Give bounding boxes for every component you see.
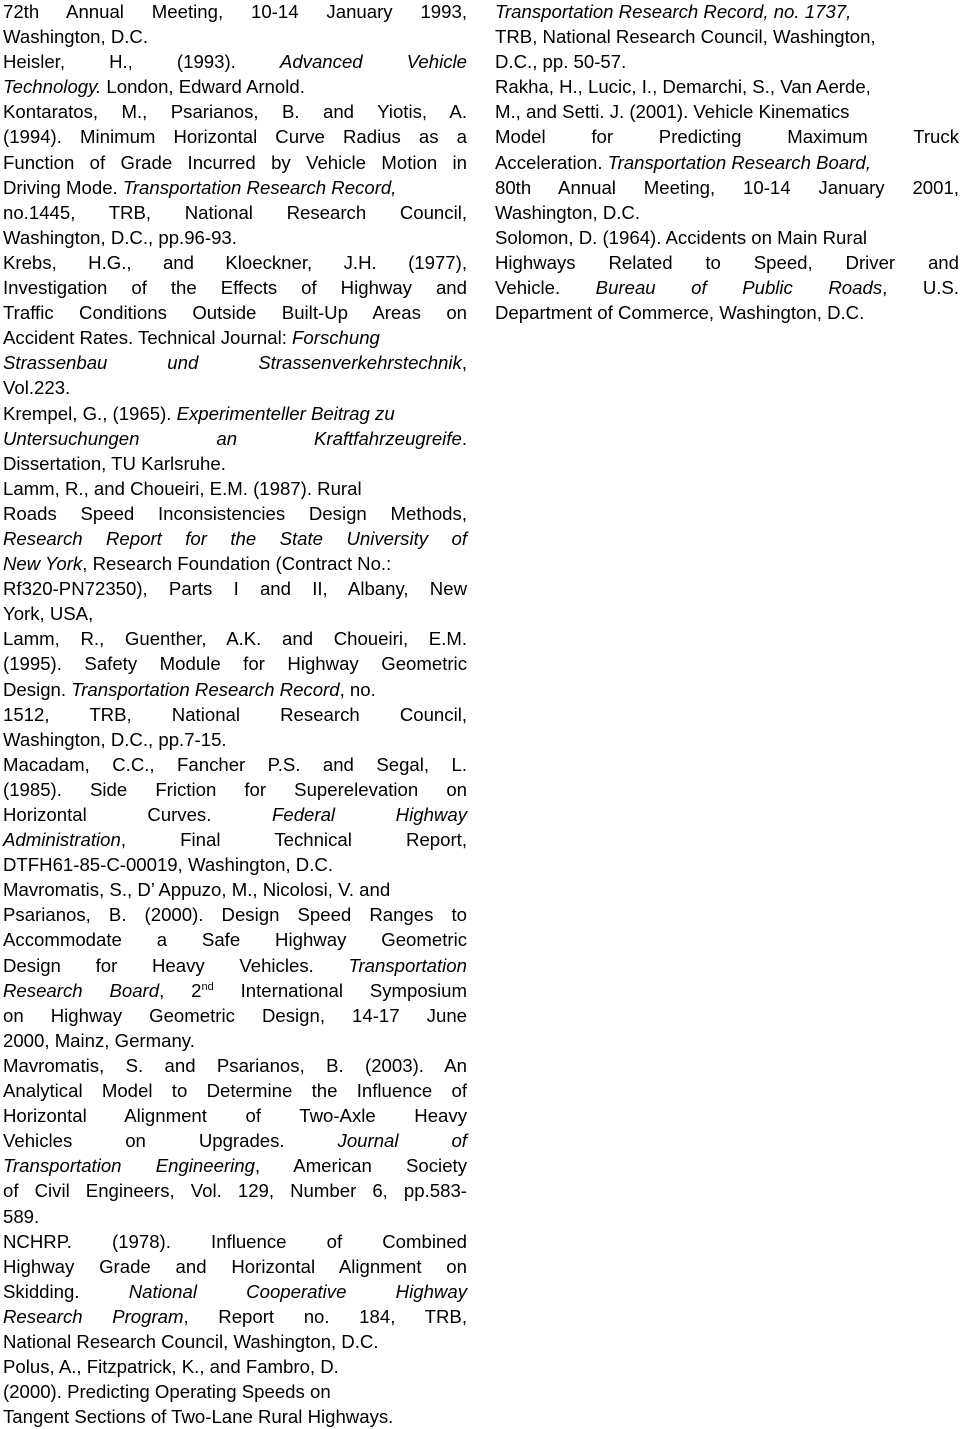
reference-text: (1985). Side Friction for Superelevation on — [3, 778, 467, 800]
reference-line — [3, 501, 467, 526]
reference-text: NCHRP. (1978). Influence of Combined — [3, 1230, 467, 1252]
reference-line — [3, 250, 467, 275]
reference-italic-text: New York — [3, 553, 83, 575]
reference-text: 2000, Mainz, Germany. — [3, 1029, 195, 1051]
reference-italic-text: Transportation Engineering — [3, 1155, 255, 1177]
reference-text: Washington, D.C., pp.7-15. — [3, 728, 227, 750]
reference-line — [3, 526, 467, 551]
reference-text: Krempel, G., (1965). — [3, 402, 177, 424]
reference-text: , no. — [339, 678, 376, 700]
reference-text: Acceleration. — [495, 151, 608, 173]
reference-line — [3, 325, 467, 350]
reference-text: , Final Technical Report, — [120, 829, 467, 851]
reference-italic-text: Strassenbau und Strassenverkehrstechnik — [3, 352, 462, 374]
reference-line — [495, 0, 959, 24]
reference-text: Polus, A., Fitzpatrick, K., and Fambro, D. — [3, 1356, 339, 1378]
reference-line — [3, 1103, 467, 1128]
reference-italic-text: Transportation Research Record — [71, 678, 340, 700]
reference-italic-text: Technology. — [3, 76, 102, 98]
reference-text: Washington, D.C. — [495, 201, 641, 223]
reference-line — [3, 225, 467, 250]
reference-text: London, Edward Arnold. — [101, 76, 305, 98]
reference-line — [3, 777, 467, 802]
reference-text: , 2 — [159, 979, 202, 1001]
reference-text: Driving Mode. — [3, 176, 123, 198]
reference-text: (2000). Predicting Operating Speeds on — [3, 1381, 331, 1403]
reference-line — [3, 902, 467, 927]
reference-text: York, USA, — [3, 603, 94, 625]
reference-line — [495, 49, 959, 74]
reference-text: Lamm, R., Guenther, A.K. and Choueiri, E.M. — [3, 628, 467, 650]
reference-line — [495, 74, 959, 99]
reference-line — [3, 1354, 467, 1379]
reference-line — [3, 877, 467, 902]
reference-line — [495, 250, 959, 275]
reference-text: , Report no. 184, TRB, — [183, 1305, 467, 1327]
reference-line — [3, 727, 467, 752]
reference-line — [3, 451, 467, 476]
reference-italic-text: Experimenteller Beitrag zu — [176, 402, 395, 424]
reference-line — [3, 1053, 467, 1078]
reference-italic-text: Research Report for the State University of — [3, 527, 467, 549]
reference-text: Horizontal Alignment of Two-Axle Heavy — [3, 1105, 467, 1127]
reference-italic-text: Research Program — [3, 1305, 184, 1327]
reference-text: on Highway Geometric Design, 14-17 June — [3, 1004, 467, 1026]
reference-text: Roads Speed Inconsistencies Design Methods, — [3, 502, 467, 524]
reference-line — [3, 74, 467, 99]
reference-text: no.1445, TRB, National Research Council, — [3, 201, 467, 223]
reference-line — [3, 827, 467, 852]
reference-italic-text: Forschung — [292, 327, 380, 349]
reference-line — [3, 1078, 467, 1103]
reference-line — [3, 1329, 467, 1354]
reference-line — [3, 927, 467, 952]
reference-text: TRB, National Research Council, Washington, — [495, 26, 876, 48]
reference-italic-text: Administration — [3, 829, 121, 851]
reference-text: Analytical Model to Determine the Influence of — [3, 1080, 467, 1102]
reference-text: Horizontal Curves. — [3, 804, 273, 825]
reference-line — [3, 1128, 467, 1153]
reference-text: International Symposium — [213, 979, 467, 1001]
reference-line — [3, 702, 467, 727]
reference-text: , U.S. — [882, 277, 960, 299]
reference-text: Vehicles on Upgrades. — [3, 1130, 338, 1152]
reference-line — [495, 99, 959, 124]
reference-text: Tangent Sections of Two-Lane Rural Highways. — [3, 1406, 394, 1428]
reference-line — [495, 300, 959, 325]
reference-text: , American Society — [254, 1155, 467, 1177]
reference-line — [3, 677, 467, 702]
reference-italic-text: Untersuchungen an Kraftfahrzeugreife — [3, 427, 462, 449]
reference-text: Function of Grade Incurred by Vehicle Motion in — [3, 151, 467, 173]
reference-text: Accident Rates. Technical Journal: — [3, 327, 293, 349]
reference-text: Vol.223. — [3, 377, 71, 399]
reference-text: 72th Annual Meeting, 10-14 January 1993, — [3, 1, 467, 22]
reference-text: Mavromatis, S. and Psarianos, B. (2003). An — [3, 1054, 467, 1076]
reference-line — [3, 1254, 467, 1279]
reference-line — [495, 200, 959, 225]
reference-line — [3, 300, 467, 325]
references-column-left — [3, 0, 467, 1429]
reference-text: Psarianos, B. (2000). Design Speed Ranges to — [3, 904, 467, 926]
reference-italic-text: Transportation Research Record, no. 1737, — [495, 1, 852, 22]
reference-text: Mavromatis, S., D’ Appuzo, M., Nicolosi, V. and — [3, 879, 391, 901]
reference-line — [495, 175, 959, 200]
reference-line — [3, 426, 467, 451]
reference-text: Skidding. — [3, 1280, 129, 1302]
reference-text: Design for Heavy Vehicles. — [3, 954, 349, 976]
reference-line — [3, 802, 467, 827]
reference-text: Macadam, C.C., Fancher P.S. and Segal, L. — [3, 753, 467, 775]
references-column-right — [495, 0, 959, 325]
reference-text: Highways Related to Speed, Driver and — [495, 251, 959, 273]
reference-line — [3, 350, 467, 375]
reference-line — [495, 124, 959, 149]
reference-text: nd — [201, 980, 214, 993]
reference-text: Model for Predicting Maximum Truck — [495, 126, 959, 148]
reference-text: Rakha, H., Lucic, I., Demarchi, S., Van Aerde, — [495, 76, 871, 98]
reference-line — [3, 476, 467, 501]
reference-line — [3, 651, 467, 676]
reference-text: D.C., pp. 50-57. — [495, 51, 627, 73]
reference-line — [3, 551, 467, 576]
reference-text: Traffic Conditions Outside Built-Up Areas on — [3, 302, 467, 324]
reference-italic-text: Bureau of Public Roads — [595, 277, 883, 299]
reference-text: Dissertation, TU Karlsruhe. — [3, 452, 226, 474]
reference-italic-text: Transportation — [348, 954, 467, 976]
reference-line — [3, 375, 467, 400]
reference-text: Investigation of the Effects of Highway and — [3, 277, 467, 299]
reference-italic-text: National Cooperative Highway — [128, 1280, 467, 1302]
reference-line — [3, 49, 467, 74]
reference-line — [3, 24, 467, 49]
reference-line — [3, 275, 467, 300]
reference-line — [3, 1229, 467, 1254]
reference-line — [3, 1028, 467, 1053]
reference-text: Highway Grade and Horizontal Alignment on — [3, 1255, 467, 1277]
reference-text: Krebs, H.G., and Kloeckner, J.H. (1977), — [3, 251, 467, 273]
reference-text: Lamm, R., and Choueiri, E.M. (1987). Rural — [3, 477, 362, 499]
reference-italic-text: Journal of — [337, 1130, 467, 1152]
reference-line — [3, 1153, 467, 1178]
reference-line — [3, 99, 467, 124]
reference-text: 1512, TRB, National Research Council, — [3, 703, 467, 725]
reference-text: Rf320-PN72350), Parts I and II, Albany, New — [3, 578, 467, 600]
reference-text: (1995). Safety Module for Highway Geometric — [3, 653, 467, 675]
reference-line — [3, 953, 467, 978]
reference-text: 589. — [3, 1205, 40, 1227]
reference-line — [3, 1379, 467, 1404]
reference-line — [495, 275, 959, 300]
reference-line — [3, 1003, 467, 1028]
reference-text: Washington, D.C., pp.96-93. — [3, 226, 237, 248]
reference-text: . — [461, 427, 467, 449]
reference-text: Washington, D.C. — [3, 26, 149, 48]
reference-line — [3, 150, 467, 175]
reference-text: Vehicle. — [495, 277, 596, 299]
reference-text: DTFH61-85-C-00019, Washington, D.C. — [3, 854, 333, 876]
reference-line — [3, 1178, 467, 1203]
reference-text: M., and Setti. J. (2001). Vehicle Kinematics — [495, 101, 850, 123]
reference-italic-text: Advanced Vehicle — [279, 51, 467, 73]
reference-line — [3, 626, 467, 651]
reference-italic-text: Transportation Research Board, — [607, 151, 871, 173]
reference-text: 80th Annual Meeting, 10-14 January 2001, — [495, 176, 959, 198]
reference-text: of Civil Engineers, Vol. 129, Number 6, pp.583- — [3, 1180, 467, 1202]
reference-text: National Research Council, Washington, D.C. — [3, 1330, 379, 1352]
reference-line — [495, 24, 959, 49]
reference-line — [3, 1304, 467, 1329]
reference-text: Department of Commerce, Washington, D.C. — [495, 302, 865, 324]
reference-italic-text: Federal Highway — [272, 804, 467, 825]
reference-line — [3, 175, 467, 200]
reference-italic-text: Research Board — [3, 979, 160, 1001]
reference-line — [3, 601, 467, 626]
reference-text: Design. — [3, 678, 72, 700]
reference-line — [495, 150, 959, 175]
reference-text: (1994). Minimum Horizontal Curve Radius as a — [3, 126, 467, 148]
reference-text: , — [461, 352, 467, 374]
reference-line — [3, 200, 467, 225]
reference-text: Heisler, H., (1993). — [3, 51, 280, 73]
reference-line — [3, 576, 467, 601]
reference-line — [3, 978, 467, 1003]
reference-text: Kontaratos, M., Psarianos, B. and Yiotis, A. — [3, 101, 467, 123]
reference-line — [3, 1404, 467, 1429]
reference-line — [3, 852, 467, 877]
reference-line — [3, 0, 467, 24]
reference-line — [495, 225, 959, 250]
reference-italic-text: Transportation Research Record, — [122, 176, 397, 198]
reference-text: Accommodate a Safe Highway Geometric — [3, 929, 467, 951]
reference-line — [3, 124, 467, 149]
reference-line — [3, 1204, 467, 1229]
reference-line — [3, 752, 467, 777]
reference-text: , Research Foundation (Contract No.: — [82, 553, 392, 575]
reference-line — [3, 1279, 467, 1304]
reference-line — [3, 401, 467, 426]
reference-text: Solomon, D. (1964). Accidents on Main Rural — [495, 226, 868, 248]
